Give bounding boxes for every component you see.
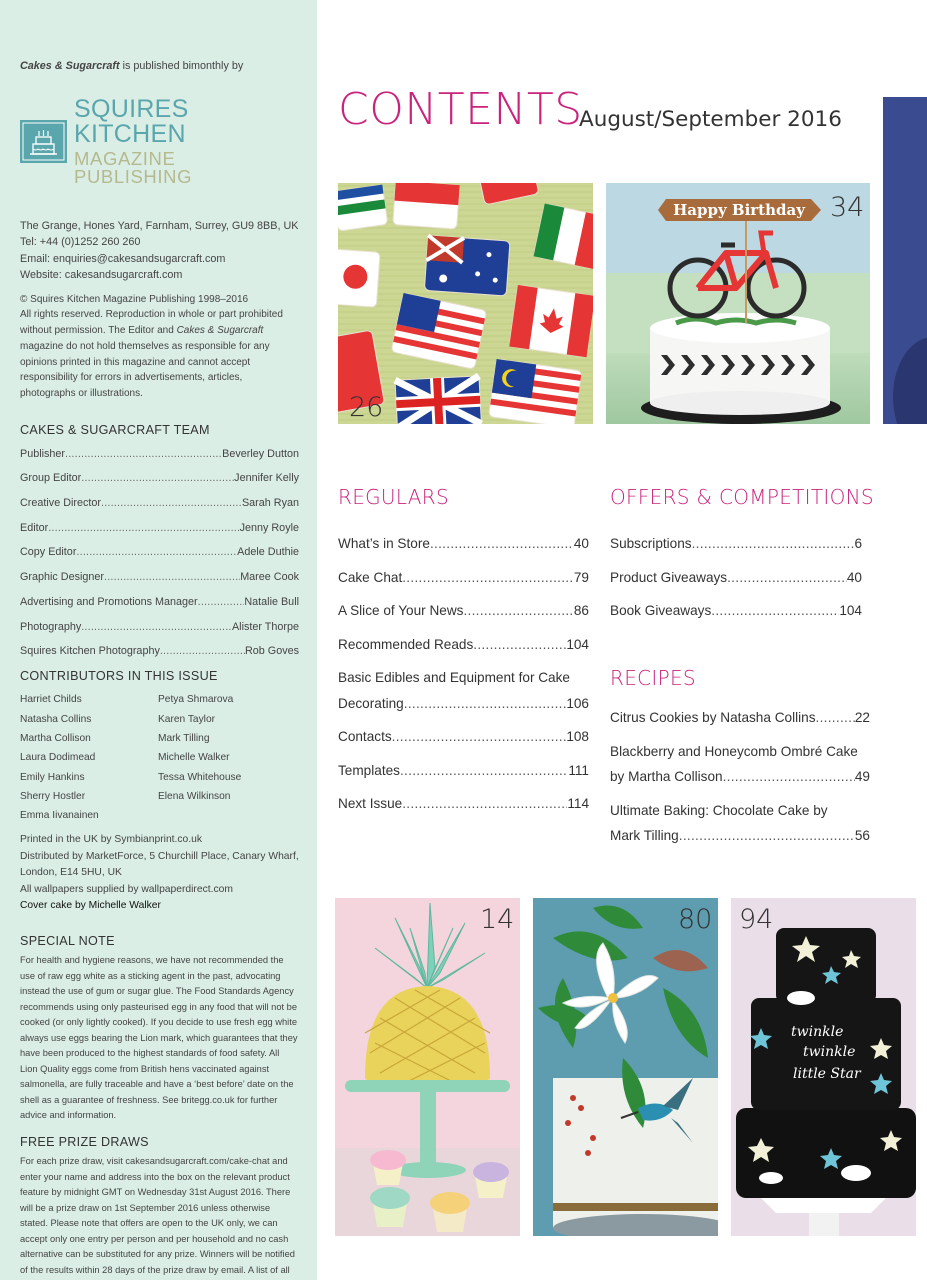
contributor-name: Harriet Childs [20, 694, 82, 706]
prize-draws-heading: FREE PRIZE DRAWS [20, 1134, 149, 1149]
toc-entry-title: Mark Tilling [610, 828, 679, 843]
dot-leader [101, 491, 242, 516]
dot-leader [81, 466, 234, 491]
team-member-name: Jennifer Kelly [234, 472, 299, 485]
contributor-name: Karen Taylor [158, 713, 216, 725]
toc-page-number: 114 [567, 796, 589, 811]
prize-text-part: For each prize draw, visit cakesandsugarcraft.com/cake-chat and enter your name and address into the box on the relevant product feature by midnight GMT on Wednesday 31st August 2016. There will be a prize draw on 1st September 2016 unless otherwise stated. Please note that offers are open to the UK only, we can accept only one entry per person and per household and no cash alternative can be substituted for any prize. Winners will be notified of the results within 28 days of the prize draw by email. A list of all [20, 1156, 295, 1275]
team-member-name: Beverley Dutton [222, 447, 299, 460]
contributor-name: Martha Collison [20, 733, 91, 744]
toc-entry-title: Cake Chat [338, 569, 403, 585]
issue-date: August/September 2016 [579, 107, 842, 132]
toc-entry-title-line: Blackberry and Honeycomb Ombré Cake [610, 743, 858, 759]
contributors-column-1 [20, 690, 158, 825]
team-role: Creative Director [20, 496, 101, 509]
team-row [20, 565, 299, 590]
contributors-column-2 [158, 690, 241, 825]
team-role: Editor [20, 521, 49, 534]
dot-leader [692, 535, 855, 552]
toc-entry-row [338, 569, 589, 586]
dot-leader [402, 795, 567, 812]
team-row [20, 540, 299, 565]
dot-leader [198, 590, 245, 615]
dot-leader [392, 728, 567, 745]
toc-page-number: 108 [566, 729, 589, 744]
dot-leader [104, 565, 240, 590]
team-role: Photography [20, 620, 82, 633]
team-heading: CAKES & SUGARCRAFT TEAM [20, 423, 210, 438]
toc-entry-title: Contacts [338, 729, 392, 744]
special-note-heading: SPECIAL NOTE [20, 933, 115, 948]
page-number-label: 14 [480, 904, 515, 935]
publisher-line [20, 58, 299, 75]
toc-page-number: 79 [573, 569, 589, 585]
prize-draws-text [20, 1154, 299, 1280]
birthday-sign-text: Happy Birthday [673, 201, 805, 219]
contributor-name: Tessa Whitehouse [158, 771, 242, 783]
logo-line-2: MAGAZINE PUBLISHING [74, 147, 193, 187]
toc-entry-row [610, 602, 862, 619]
hummingbird-cake-photo[interactable] [533, 898, 718, 1236]
toc-entry-row [338, 535, 589, 552]
dot-leader [160, 639, 245, 664]
team-member-name: Adele Duthie [237, 546, 299, 559]
team-role: Group Editor [20, 472, 82, 485]
dot-leader [81, 615, 232, 640]
toc-entry[interactable] [610, 743, 870, 786]
cover-credit: Cover cake by Michelle Walker [20, 900, 161, 912]
star-cake-photo[interactable] [731, 898, 916, 1236]
legal-text-part: All rights reserved. Reproduction in whole or part prohibited without permission. The Editor and [20, 309, 283, 337]
toc-entry-title: Recommended Reads [338, 636, 474, 652]
copyright-line: © Squires Kitchen Magazine Publishing 1998–2016 [20, 293, 249, 305]
dot-leader [723, 768, 855, 785]
cake-lettering-line-3: little Star [793, 1066, 861, 1082]
toc-entry-row [338, 795, 589, 812]
toc-entry-title: Subscriptions [610, 536, 692, 551]
toc-entry-title: A Slice of Your News [338, 603, 464, 618]
dot-leader [727, 569, 847, 586]
hummingbird-cake-illustration [533, 898, 718, 1236]
publisher-logo [20, 94, 299, 187]
address-line: The Grange, Hones Yard, Farnham, Surrey, GU9 8BB, UK [20, 219, 299, 232]
toc-entry[interactable] [338, 762, 589, 779]
contributor-name: Laura Dodimead [20, 752, 96, 764]
toc-entry[interactable] [338, 535, 589, 552]
contributor-name: Emma Iivanainen [20, 810, 99, 822]
toc-page-number: 6 [854, 536, 862, 551]
toc-entry-title: by Martha Collison [610, 769, 723, 784]
contributor-name: Mark Tilling [158, 733, 210, 744]
pineapple-cake-illustration [335, 898, 520, 1236]
toc-page-number: 86 [573, 603, 589, 618]
team-row [20, 466, 299, 491]
page-number-label: 26 [349, 392, 384, 423]
recipes-heading: RECIPES [610, 666, 696, 690]
toc-page-number: 22 [854, 710, 870, 725]
toc-page-number: 106 [566, 695, 589, 711]
dot-leader [711, 602, 839, 619]
regulars-heading: REGULARS [338, 485, 449, 509]
legal-magazine-name: Cakes & Sugarcraft [176, 325, 264, 337]
toc-entry-row [610, 709, 870, 726]
contributor-name: Natasha Collins [20, 713, 92, 725]
toc-entry-row [610, 535, 862, 552]
toc-entry-title-line: Basic Edibles and Equipment for Cake [338, 670, 570, 685]
toc-page-number: 49 [854, 769, 870, 784]
dot-leader [816, 709, 855, 726]
team-member-name: Natalie Bull [244, 595, 299, 608]
dot-leader [402, 569, 574, 586]
address-block [20, 218, 299, 284]
contributor-name: Petya Shmarova [158, 694, 234, 706]
team-role: Advertising and Promotions Manager [20, 595, 198, 608]
toc-page-number: 40 [846, 569, 862, 585]
toc-entry[interactable] [338, 669, 589, 712]
recipes-list [610, 709, 870, 861]
toc-entry-title: Citrus Cookies by Natasha Collins [610, 710, 816, 725]
dot-leader [473, 636, 566, 653]
toc-page-number: 104 [839, 603, 862, 618]
toc-entry[interactable] [610, 535, 862, 552]
toc-page-number: 56 [854, 828, 870, 843]
toc-entry-row [338, 695, 589, 712]
cake-lettering-line-2: twinkle [803, 1044, 856, 1060]
toc-entry[interactable] [338, 728, 589, 745]
team-row [20, 516, 299, 541]
team-row [20, 442, 299, 467]
legal-text-part: magazine do not hold themselves as responsible for any opinions printed in this magazine and cannot accept responsibility for errors in advertisements, articles, photographs or illustrations. [20, 340, 270, 400]
logo-line-1: SQUIRES KITCHEN [74, 94, 189, 148]
toc-entry[interactable] [610, 569, 862, 586]
team-role: Graphic Designer [20, 571, 105, 584]
special-note-text: For health and hygiene reasons, we have not recommended the use of raw egg white as a sticking agent in the past, advocating instead the use of gum or sugar glue. The Food Standards Agency recommends using only pasteurised egg in any food that will not be cooked (or only lightly cooked). If you decide to use fresh egg white always use eggs bearing the Lion mark, which guarantees that they have been produced to the highest standards of food safety. All Lion Quality eggs come from British hens vaccinated against salmonella, are fully traceable and have a ‘best before’ date on the shell as a guarantee of freshness. See britegg.co.uk for further advice and information. [20, 955, 298, 1121]
bicycle-cake-photo[interactable] [606, 183, 870, 424]
dot-leader [430, 535, 574, 552]
pineapple-cake-photo[interactable] [335, 898, 520, 1236]
page-number-label: 94 [739, 904, 774, 935]
contributor-name: Michelle Walker [158, 752, 230, 764]
toc-entry-title-line: Ultimate Baking: Chocolate Cake by [610, 802, 828, 818]
dot-leader [76, 540, 237, 565]
team-row [20, 491, 299, 516]
page-number-label: 80 [678, 904, 713, 935]
team-row [20, 615, 299, 640]
toc-entry-row [610, 569, 862, 586]
team-member-name: Maree Cook [240, 571, 299, 584]
page-number-label: 34 [830, 192, 865, 223]
offers-list [610, 535, 862, 636]
wallpaper-line: All wallpapers supplied by wallpaperdirect.com [20, 883, 233, 895]
toc-entry[interactable] [338, 795, 589, 812]
toc-entry-title: What’s in Store [338, 536, 430, 551]
toc-entry-row [338, 762, 589, 779]
team-member-name: Rob Goves [244, 645, 299, 658]
page-title: CONTENTS [338, 84, 583, 135]
dot-leader [65, 442, 222, 467]
toc-entry-row [338, 636, 589, 653]
toc-entry-row [338, 728, 589, 745]
team-member-name: Sarah Ryan [241, 496, 299, 509]
toc-page-number: 40 [573, 536, 589, 551]
contributors-list [20, 690, 299, 825]
cake-lettering-line-1: twinkle [791, 1024, 844, 1040]
toc-entry-title: Book Giveaways [610, 603, 712, 618]
team-role: Copy Editor [20, 546, 77, 559]
magazine-name: Cakes & Sugarcraft [20, 60, 120, 72]
team-member-name: Jenny Royle [239, 521, 299, 534]
toc-entry-row [338, 602, 589, 619]
publisher-line-text: is published bimonthly by [119, 60, 244, 72]
dot-leader [400, 762, 568, 779]
toc-entry-title: Product Giveaways [610, 569, 728, 585]
offers-heading: OFFERS & COMPETITIONS [610, 485, 874, 509]
dot-leader [679, 827, 855, 844]
flag-cookies-illustration [338, 183, 593, 424]
toc-entry[interactable] [610, 709, 870, 726]
phone-line: Tel: +44 (0)1252 260 260 [20, 236, 141, 248]
contributor-name: Sherry Hostler [20, 790, 86, 802]
distributor-line: Distributed by MarketForce, 5 Churchill Place, Canary Wharf, London, E14 5HU, UK [20, 850, 299, 879]
legal-text [20, 307, 299, 402]
masthead-sidebar [0, 0, 317, 1280]
team-role: Publisher [20, 447, 66, 460]
toc-entry[interactable] [338, 602, 589, 619]
toc-page-number: 104 [566, 636, 589, 652]
toc-entry-title: Next Issue [338, 796, 403, 811]
dot-leader [404, 695, 567, 712]
regulars-list [338, 535, 589, 829]
toc-entry[interactable] [338, 636, 589, 653]
legal-notice [20, 292, 299, 403]
dot-leader [48, 516, 239, 541]
toc-entry-title: Decorating [338, 695, 404, 711]
website-line: Website: cakesandsugarcraft.com [20, 269, 183, 281]
email-line: Email: enquiries@cakesandsugarcraft.com [20, 252, 226, 265]
toc-entry-title: Templates [338, 762, 400, 778]
toc-entry[interactable] [610, 802, 870, 845]
team-role: Squires Kitchen Photography [20, 645, 160, 658]
flag-cookies-photo[interactable] [338, 183, 593, 424]
contributors-heading: CONTRIBUTORS IN THIS ISSUE [20, 668, 218, 683]
dot-leader [463, 602, 573, 619]
team-member-name: Alister Thorpe [231, 620, 299, 633]
printing-info [20, 832, 299, 915]
toc-entry[interactable] [338, 569, 589, 586]
star-cake-illustration [731, 898, 916, 1236]
cropped-photo-edge [883, 97, 927, 424]
toc-page-number: 111 [568, 762, 589, 778]
team-row [20, 639, 299, 664]
toc-entry-row [610, 768, 870, 785]
toc-entry-row [610, 827, 870, 844]
toc-entry[interactable] [610, 602, 862, 619]
team-list [20, 442, 299, 664]
contributor-name: Emily Hankins [20, 771, 85, 783]
printer-line: Printed in the UK by Symbianprint.co.uk [20, 834, 203, 846]
contributor-name: Elena Wilkinson [158, 790, 231, 802]
team-row [20, 590, 299, 615]
cake-icon [20, 120, 67, 163]
